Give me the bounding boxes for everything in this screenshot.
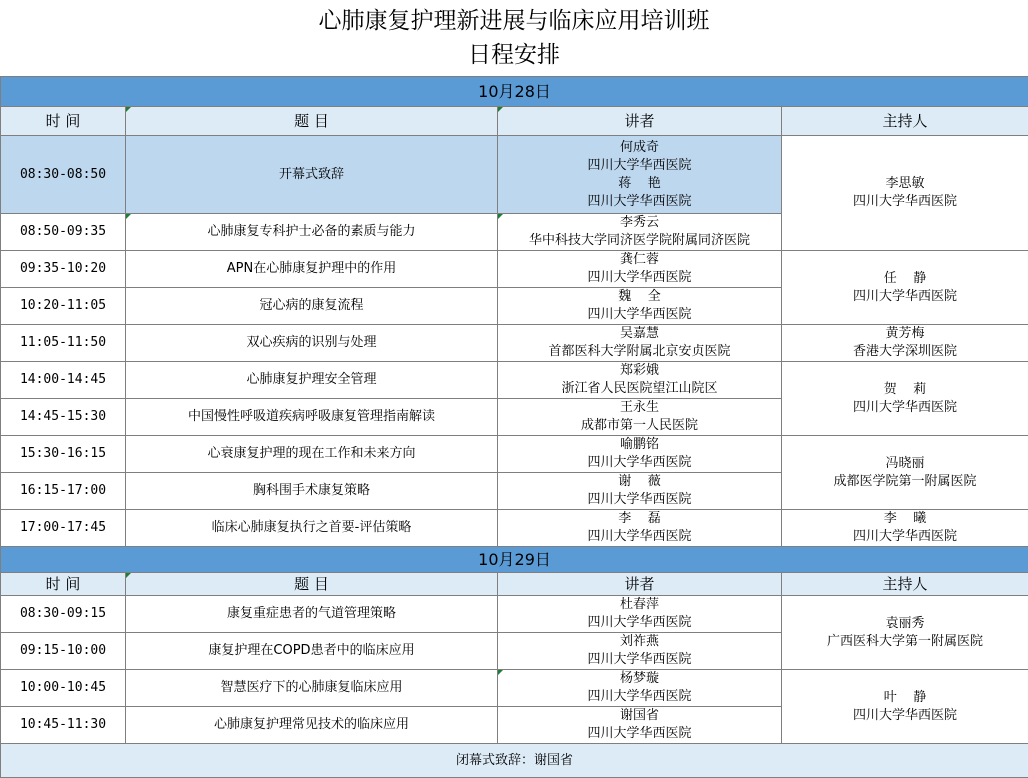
table-row xyxy=(1,596,1028,633)
comment-marker-icon xyxy=(126,573,131,578)
topic-cell[interactable]: 心衰康复护理的现在工作和未来方向 xyxy=(126,436,498,473)
table-row xyxy=(1,510,1028,547)
speaker-cell[interactable]: 何成奇 四川大学华西医院 蒋 艳 四川大学华西医院 xyxy=(498,136,782,214)
comment-marker-icon xyxy=(126,214,131,219)
speaker-cell[interactable]: 喻鹏铭 四川大学华西医院 xyxy=(498,436,782,473)
comment-marker-icon xyxy=(498,107,503,112)
topic-cell[interactable]: 胸科围手术康复策略 xyxy=(126,473,498,510)
topic-cell[interactable]: 双心疾病的识别与处理 xyxy=(126,325,498,362)
time-cell[interactable]: 11:05-11:50 xyxy=(1,325,126,362)
speaker-cell[interactable]: 魏 全 四川大学华西医院 xyxy=(498,288,782,325)
speaker-cell[interactable]: 王永生 成都市第一人民医院 xyxy=(498,399,782,436)
speaker-cell[interactable]: 吴嘉慧 首都医科大学附属北京安贞医院 xyxy=(498,325,782,362)
header-row xyxy=(1,573,1028,596)
speaker-cell[interactable]: 刘祚燕 四川大学华西医院 xyxy=(498,633,782,670)
comment-marker-icon xyxy=(498,670,503,675)
table-row xyxy=(1,670,1028,707)
host-cell[interactable]: 任 静 四川大学华西医院 xyxy=(782,251,1028,325)
host-cell[interactable]: 黄芳梅 香港大学深圳医院 xyxy=(782,325,1028,362)
header-topic[interactable]: 题 目 xyxy=(126,573,498,596)
speaker-cell[interactable]: 龚仁蓉 四川大学华西医院 xyxy=(498,251,782,288)
host-cell[interactable]: 叶 静 四川大学华西医院 xyxy=(782,670,1028,744)
table-row xyxy=(1,362,1028,399)
schedule-table xyxy=(0,76,1028,778)
time-cell[interactable]: 15:30-16:15 xyxy=(1,436,126,473)
host-cell[interactable]: 李思敏 四川大学华西医院 xyxy=(782,136,1028,251)
time-cell[interactable]: 16:15-17:00 xyxy=(1,473,126,510)
topic-cell[interactable]: 中国慢性呼吸道疾病呼吸康复管理指南解读 xyxy=(126,399,498,436)
header-topic[interactable]: 题 目 xyxy=(126,107,498,136)
speaker-cell[interactable]: 李 磊 四川大学华西医院 xyxy=(498,510,782,547)
header-host[interactable]: 主持人 xyxy=(782,573,1028,596)
time-cell[interactable]: 08:30-09:15 xyxy=(1,596,126,633)
time-cell[interactable]: 09:15-10:00 xyxy=(1,633,126,670)
time-cell[interactable]: 10:00-10:45 xyxy=(1,670,126,707)
topic-cell[interactable]: 心肺康复护理安全管理 xyxy=(126,362,498,399)
host-cell[interactable]: 李 曦 四川大学华西医院 xyxy=(782,510,1028,547)
speaker-cell[interactable]: 郑彩娥 浙江省人民医院望江山院区 xyxy=(498,362,782,399)
time-cell[interactable]: 17:00-17:45 xyxy=(1,510,126,547)
host-cell[interactable]: 贺 莉 四川大学华西医院 xyxy=(782,362,1028,436)
topic-cell[interactable]: 康复护理在COPD患者中的临床应用 xyxy=(126,633,498,670)
schedule-title: 心肺康复护理新进展与临床应用培训班 xyxy=(0,6,1028,36)
topic-cell[interactable]: 开幕式致辞 xyxy=(126,136,498,214)
time-cell[interactable]: 10:45-11:30 xyxy=(1,707,126,744)
topic-cell[interactable]: APN在心肺康复护理中的作用 xyxy=(126,251,498,288)
topic-cell[interactable]: 冠心病的康复流程 xyxy=(126,288,498,325)
date-cell[interactable]: 10月29日 xyxy=(1,547,1028,573)
host-cell[interactable]: 冯晓丽 成都医学院第一附属医院 xyxy=(782,436,1028,510)
topic-cell[interactable]: 智慧医疗下的心肺康复临床应用 xyxy=(126,670,498,707)
speaker-cell[interactable]: 杜春萍 四川大学华西医院 xyxy=(498,596,782,633)
comment-marker-icon xyxy=(498,214,503,219)
date-row-day2 xyxy=(1,547,1028,573)
time-cell[interactable]: 14:45-15:30 xyxy=(1,399,126,436)
topic-cell[interactable]: 临床心肺康复执行之首要-评估策略 xyxy=(126,510,498,547)
comment-marker-icon xyxy=(126,107,131,112)
topic-cell[interactable]: 康复重症患者的气道管理策略 xyxy=(126,596,498,633)
date-cell[interactable]: 10月28日 xyxy=(1,77,1028,107)
date-row-day1 xyxy=(1,77,1028,107)
speaker-cell[interactable]: 谢国省 四川大学华西医院 xyxy=(498,707,782,744)
time-cell[interactable]: 08:30-08:50 xyxy=(1,136,126,214)
header-row xyxy=(1,107,1028,136)
time-cell[interactable]: 08:50-09:35 xyxy=(1,214,126,251)
header-speaker[interactable]: 讲者 xyxy=(498,573,782,596)
header-speaker[interactable]: 讲者 xyxy=(498,107,782,136)
closing-cell[interactable]: 闭幕式致辞：谢国省 xyxy=(1,744,1028,778)
time-cell[interactable]: 14:00-14:45 xyxy=(1,362,126,399)
header-time[interactable]: 时 间 xyxy=(1,107,126,136)
schedule-subtitle: 日程安排 xyxy=(0,40,1028,70)
table-row xyxy=(1,325,1028,362)
speaker-cell[interactable]: 杨梦璇 四川大学华西医院 xyxy=(498,670,782,707)
header-host[interactable]: 主持人 xyxy=(782,107,1028,136)
closing-row xyxy=(1,744,1028,778)
speaker-cell[interactable]: 谢 薇 四川大学华西医院 xyxy=(498,473,782,510)
time-cell[interactable]: 10:20-11:05 xyxy=(1,288,126,325)
time-cell[interactable]: 09:35-10:20 xyxy=(1,251,126,288)
table-row xyxy=(1,436,1028,473)
header-time[interactable]: 时 间 xyxy=(1,573,126,596)
topic-cell[interactable]: 心肺康复护理常见技术的临床应用 xyxy=(126,707,498,744)
host-cell[interactable]: 袁丽秀 广西医科大学第一附属医院 xyxy=(782,596,1028,670)
table-row xyxy=(1,136,1028,214)
topic-cell[interactable]: 心肺康复专科护士必备的素质与能力 xyxy=(126,214,498,251)
table-row xyxy=(1,251,1028,288)
speaker-cell[interactable]: 李秀云 华中科技大学同济医学院附属同济医院 xyxy=(498,214,782,251)
